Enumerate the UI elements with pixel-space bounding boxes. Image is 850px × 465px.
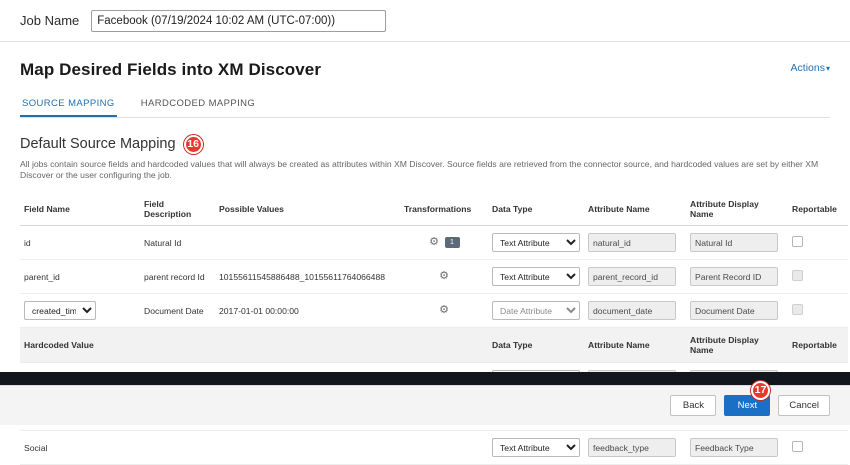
cell-field-description: Document Date: [140, 294, 215, 328]
cell-reportable: [788, 294, 848, 328]
col-header-data-type: Data Type: [488, 193, 584, 226]
cell-attribute-name: [584, 260, 686, 294]
col-header-hardcoded-value: Hardcoded Value: [20, 328, 488, 363]
cell-transformations: [400, 226, 488, 260]
cell-attribute-display-name: [686, 226, 788, 260]
data-type-select[interactable]: [492, 301, 580, 320]
cell-field-description: Natural Id: [140, 226, 215, 260]
callout-badge-17: 17: [751, 381, 770, 400]
attribute-display-name-input[interactable]: [690, 438, 778, 457]
cell-hardcoded-value: Social: [20, 431, 488, 465]
cell-attribute-name: [584, 226, 686, 260]
actions-menu[interactable]: [791, 62, 830, 74]
cell-data-type: [488, 431, 584, 465]
hardcoded-section-header-row: [20, 328, 848, 363]
cell-data-type: [488, 294, 584, 328]
col-header-reportable-2: Reportable: [788, 328, 848, 363]
reportable-checkbox: [792, 304, 803, 315]
field-name-select[interactable]: [24, 301, 96, 320]
attribute-display-name-input[interactable]: [690, 301, 778, 320]
table-row: [20, 431, 848, 465]
col-header-attribute-display-name: Attribute Display Name: [686, 193, 788, 226]
col-header-field-description: Field Description: [140, 193, 215, 226]
table-row: [20, 260, 848, 294]
reportable-checkbox: [792, 270, 803, 281]
cell-field-name: parent_id: [20, 260, 140, 294]
attribute-name-input[interactable]: [588, 233, 676, 252]
attribute-name-input[interactable]: [588, 301, 676, 320]
col-header-reportable: Reportable: [788, 193, 848, 226]
table-header-row: [20, 193, 848, 226]
cell-attribute-display-name: [686, 431, 788, 465]
cell-data-type: [488, 226, 584, 260]
next-button[interactable]: Next: [724, 395, 770, 416]
table-row: [20, 294, 848, 328]
cell-possible-values: [215, 226, 400, 260]
actions-label: Actions: [790, 62, 825, 74]
cell-field-name: id: [20, 226, 140, 260]
section-description: All jobs contain source fields and hardcoded values that will always be created as attributes within XM Discover. Source fields are retrieved from the connector source, and hardcoded values are set by either XM Discover or the user configuring the job.: [20, 159, 819, 181]
cell-reportable: [788, 260, 848, 294]
cell-reportable: [788, 226, 848, 260]
col-header-attribute-name: Attribute Name: [584, 193, 686, 226]
cell-attribute-display-name: [686, 294, 788, 328]
cell-field-description: parent record Id: [140, 260, 215, 294]
gear-icon[interactable]: ⚙: [439, 304, 449, 317]
data-type-select[interactable]: [492, 267, 580, 286]
col-header-attribute-display-name-2: Attribute Display Name: [686, 328, 788, 363]
data-type-select[interactable]: [492, 438, 580, 457]
chevron-down-icon: ▾: [825, 64, 830, 73]
gear-icon[interactable]: ⚙: [439, 270, 449, 283]
tab-hardcoded-mapping[interactable]: HARDCODED MAPPING: [140, 98, 256, 109]
wizard-footer: [0, 385, 850, 425]
tab-bar: [20, 94, 830, 118]
cell-possible-values: 10155611545886488_10155611764066488: [215, 260, 400, 294]
col-header-attribute-name-2: Attribute Name: [584, 328, 686, 363]
col-header-transformations: Transformations: [400, 193, 488, 226]
back-button[interactable]: Back: [670, 395, 716, 416]
cell-transformations: [400, 294, 488, 328]
cancel-button[interactable]: Cancel: [778, 395, 830, 416]
data-type-select[interactable]: [492, 233, 580, 252]
cell-attribute-name: [584, 431, 686, 465]
col-header-data-type-2: Data Type: [488, 328, 584, 363]
attribute-name-input[interactable]: [588, 267, 676, 286]
reportable-checkbox[interactable]: [792, 236, 803, 247]
job-name-input[interactable]: [91, 10, 386, 32]
col-header-field-name: Field Name: [20, 193, 140, 226]
cell-reportable: [788, 431, 848, 465]
section-title: Default Source Mapping: [20, 135, 176, 152]
attribute-display-name-input[interactable]: [690, 233, 778, 252]
cell-attribute-display-name: [686, 260, 788, 294]
cell-data-type: [488, 260, 584, 294]
job-name-label: Job Name: [20, 13, 80, 28]
section-header: [20, 134, 830, 153]
reportable-checkbox[interactable]: [792, 441, 803, 452]
cell-possible-values: 2017-01-01 00:00:00: [215, 294, 400, 328]
attribute-display-name-input[interactable]: [690, 267, 778, 286]
tab-source-mapping[interactable]: SOURCE MAPPING: [20, 94, 117, 117]
transformations-count-badge: 1: [445, 237, 460, 248]
cell-field-name: [20, 294, 140, 328]
cell-transformations: [400, 260, 488, 294]
cell-attribute-name: [584, 294, 686, 328]
col-header-possible-values: Possible Values: [215, 193, 400, 226]
page-edge-strip: [0, 372, 850, 385]
table-row: [20, 226, 848, 260]
job-name-bar: [0, 0, 850, 42]
page-title: Map Desired Fields into XM Discover: [20, 60, 322, 79]
gear-icon[interactable]: ⚙: [429, 236, 439, 249]
attribute-name-input[interactable]: [588, 438, 676, 457]
callout-badge-16: 16: [184, 135, 203, 154]
